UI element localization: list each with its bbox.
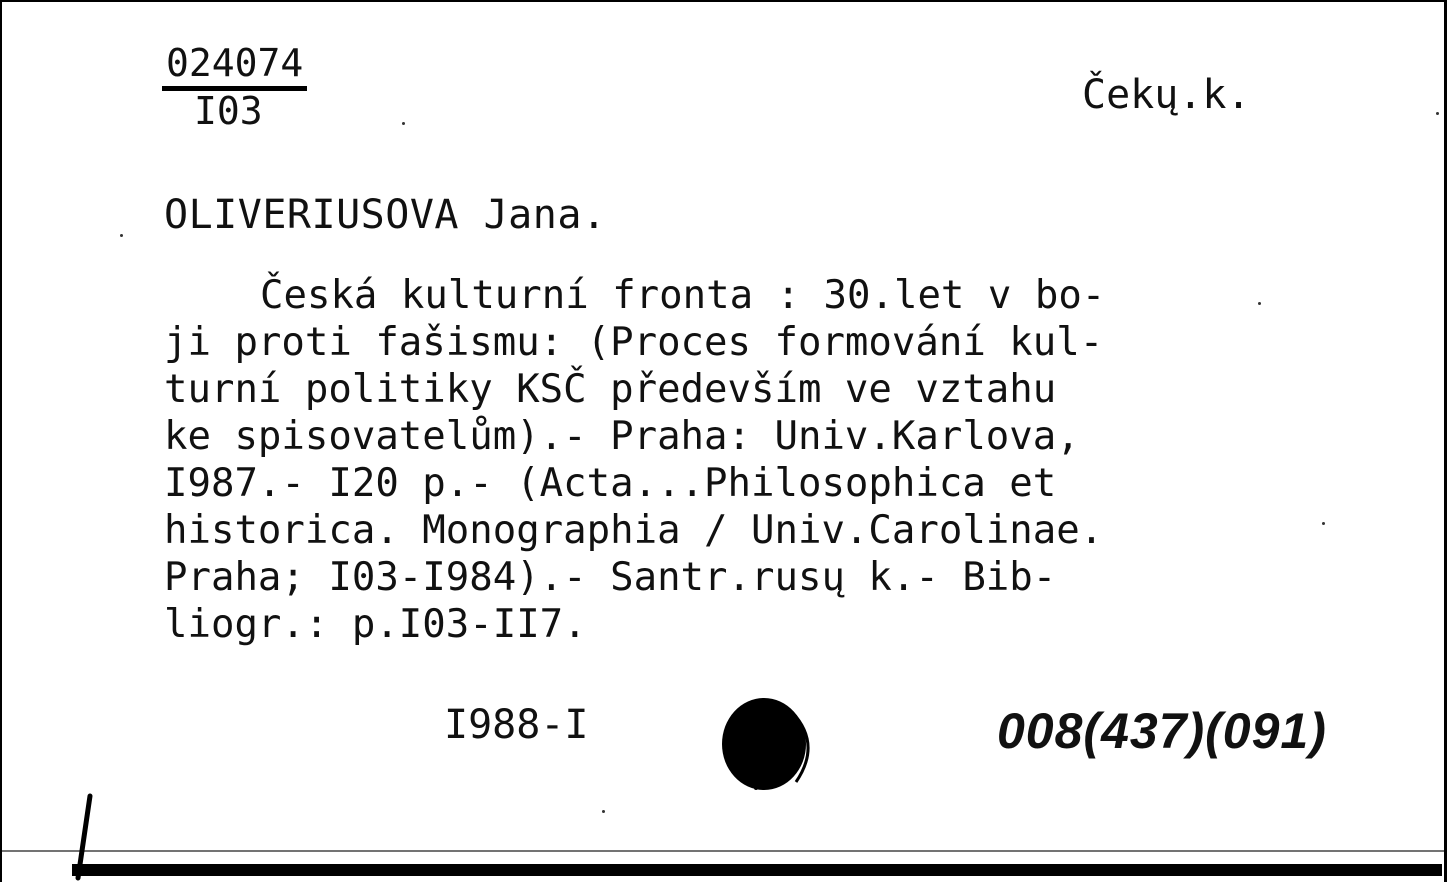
description-line: historica. Monographia / Univ.Carolinae.: [164, 508, 1104, 553]
ink-stamp-icon: [714, 694, 826, 794]
ink-speck: [602, 810, 605, 813]
card-bottom-edge: [72, 864, 1442, 876]
accession-number: I988-I: [444, 702, 589, 748]
description-line: turní politiky KSČ především ve vztahu: [164, 367, 1057, 412]
bibliographic-description: [164, 272, 1105, 648]
shelf-mark-code: I03: [194, 89, 263, 133]
udc-classification: 008(437)(091): [997, 703, 1327, 759]
description-line: Česká kulturní fronta : 30.let v bo-: [260, 273, 1106, 318]
shelf-mark: [162, 40, 307, 131]
ink-speck: [1436, 112, 1439, 115]
author-heading: OLIVERIUSOVA Jana.: [164, 192, 607, 238]
description-line: ke spisovatelům).- Praha: Univ.Karlova,: [164, 414, 1080, 459]
description-line: I987.- I20 p.- (Acta...Philosophica et: [164, 461, 1057, 506]
shelf-mark-number: 024074: [162, 40, 307, 91]
description-line: ji proti fašismu: (Proces formování kul-: [164, 320, 1104, 365]
ink-speck: [1258, 302, 1261, 305]
ink-speck: [1322, 522, 1325, 525]
location-note: Čekų.k.: [1082, 72, 1251, 118]
ink-speck: [402, 122, 405, 125]
card-edge-line: [2, 850, 1447, 852]
description-line: Praha; I03-I984).- Santr.rusų k.- Bib-: [164, 555, 1057, 600]
description-line: liogr.: p.I03-II7.: [164, 602, 587, 647]
ink-speck: [120, 234, 123, 237]
